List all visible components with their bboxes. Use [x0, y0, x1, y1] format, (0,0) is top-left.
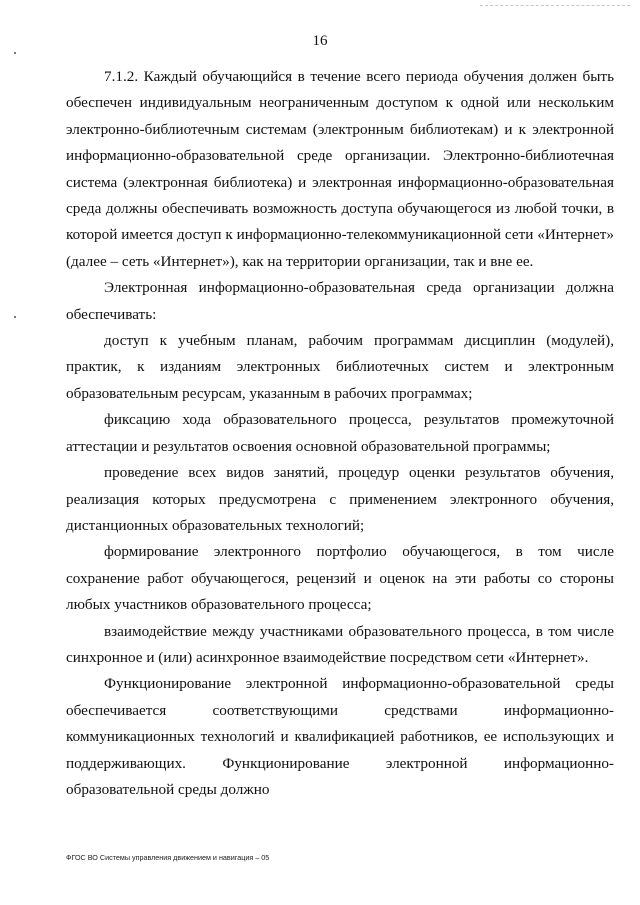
- page-number: 16: [312, 33, 328, 49]
- document-body: [66, 64, 614, 803]
- footer-standard-title: ФГОС ВО Системы управления движением и навигация – 05: [66, 853, 270, 862]
- paragraph-item-portfolio: формирование электронного портфолио обучающегося, в том числе сохранение работ обучающегося, рецензий и оценок на эти работы со стороны любых участников образовательного процесса;: [66, 543, 614, 614]
- paragraph-item-access: доступ к учебным планам, рабочим программам дисциплин (модулей), практик, к изданиям электронных библиотечных систем и электронным образовательным ресурсам, указанным в рабочих программах;: [66, 332, 614, 402]
- paragraph-functioning: Функционирование электронной информационно-образовательной среды обеспечивается соответствующими средствами информационно-коммуникационных технологий и квалификацией работников, ее использующих и поддерживающих. Функционирование электронной информационно-образовательной среды должно: [66, 675, 614, 798]
- paragraph-item-recording: фиксацию хода образовательного процесса, результатов промежуточной аттестации и результатов освоения основной образовательной программы;: [66, 411, 614, 455]
- scan-edge-mark: [480, 5, 630, 6]
- paragraph-eios-intro: Электронная информационно-образовательная среда организации должна обеспечивать:: [66, 279, 614, 323]
- paragraph-item-interaction: взаимодействие между участниками образовательного процесса, в том числе синхронное и (или) асинхронное взаимодействие посредством сети «Интернет».: [66, 622, 614, 666]
- paragraph-7-1-2: 7.1.2. Каждый обучающийся в течение всего периода обучения должен быть обеспечен индивидуальным неограниченным доступом к одной или нескольким электронно-библиотечным системам (электронным библиотекам) и к электронной информационно-образовательной среде организации. Электронно-библиотечная система (электронная библиотека) и электронная информационно-образовательная среда должны обеспечивать возможность доступа обучающегося из любой точки, в которой имеется доступ к информационно-телекоммуникационной сети «Интернет» (далее – сеть «Интернет»), как на территории организации, так и вне ее.: [66, 68, 614, 270]
- paragraph-item-classes: проведение всех видов занятий, процедур оценки результатов обучения, реализация которых предусмотрена с применением электронного обучения, дистанционных образовательных технологий;: [66, 464, 614, 534]
- scan-speck: [14, 52, 16, 54]
- scan-speck: [14, 316, 16, 318]
